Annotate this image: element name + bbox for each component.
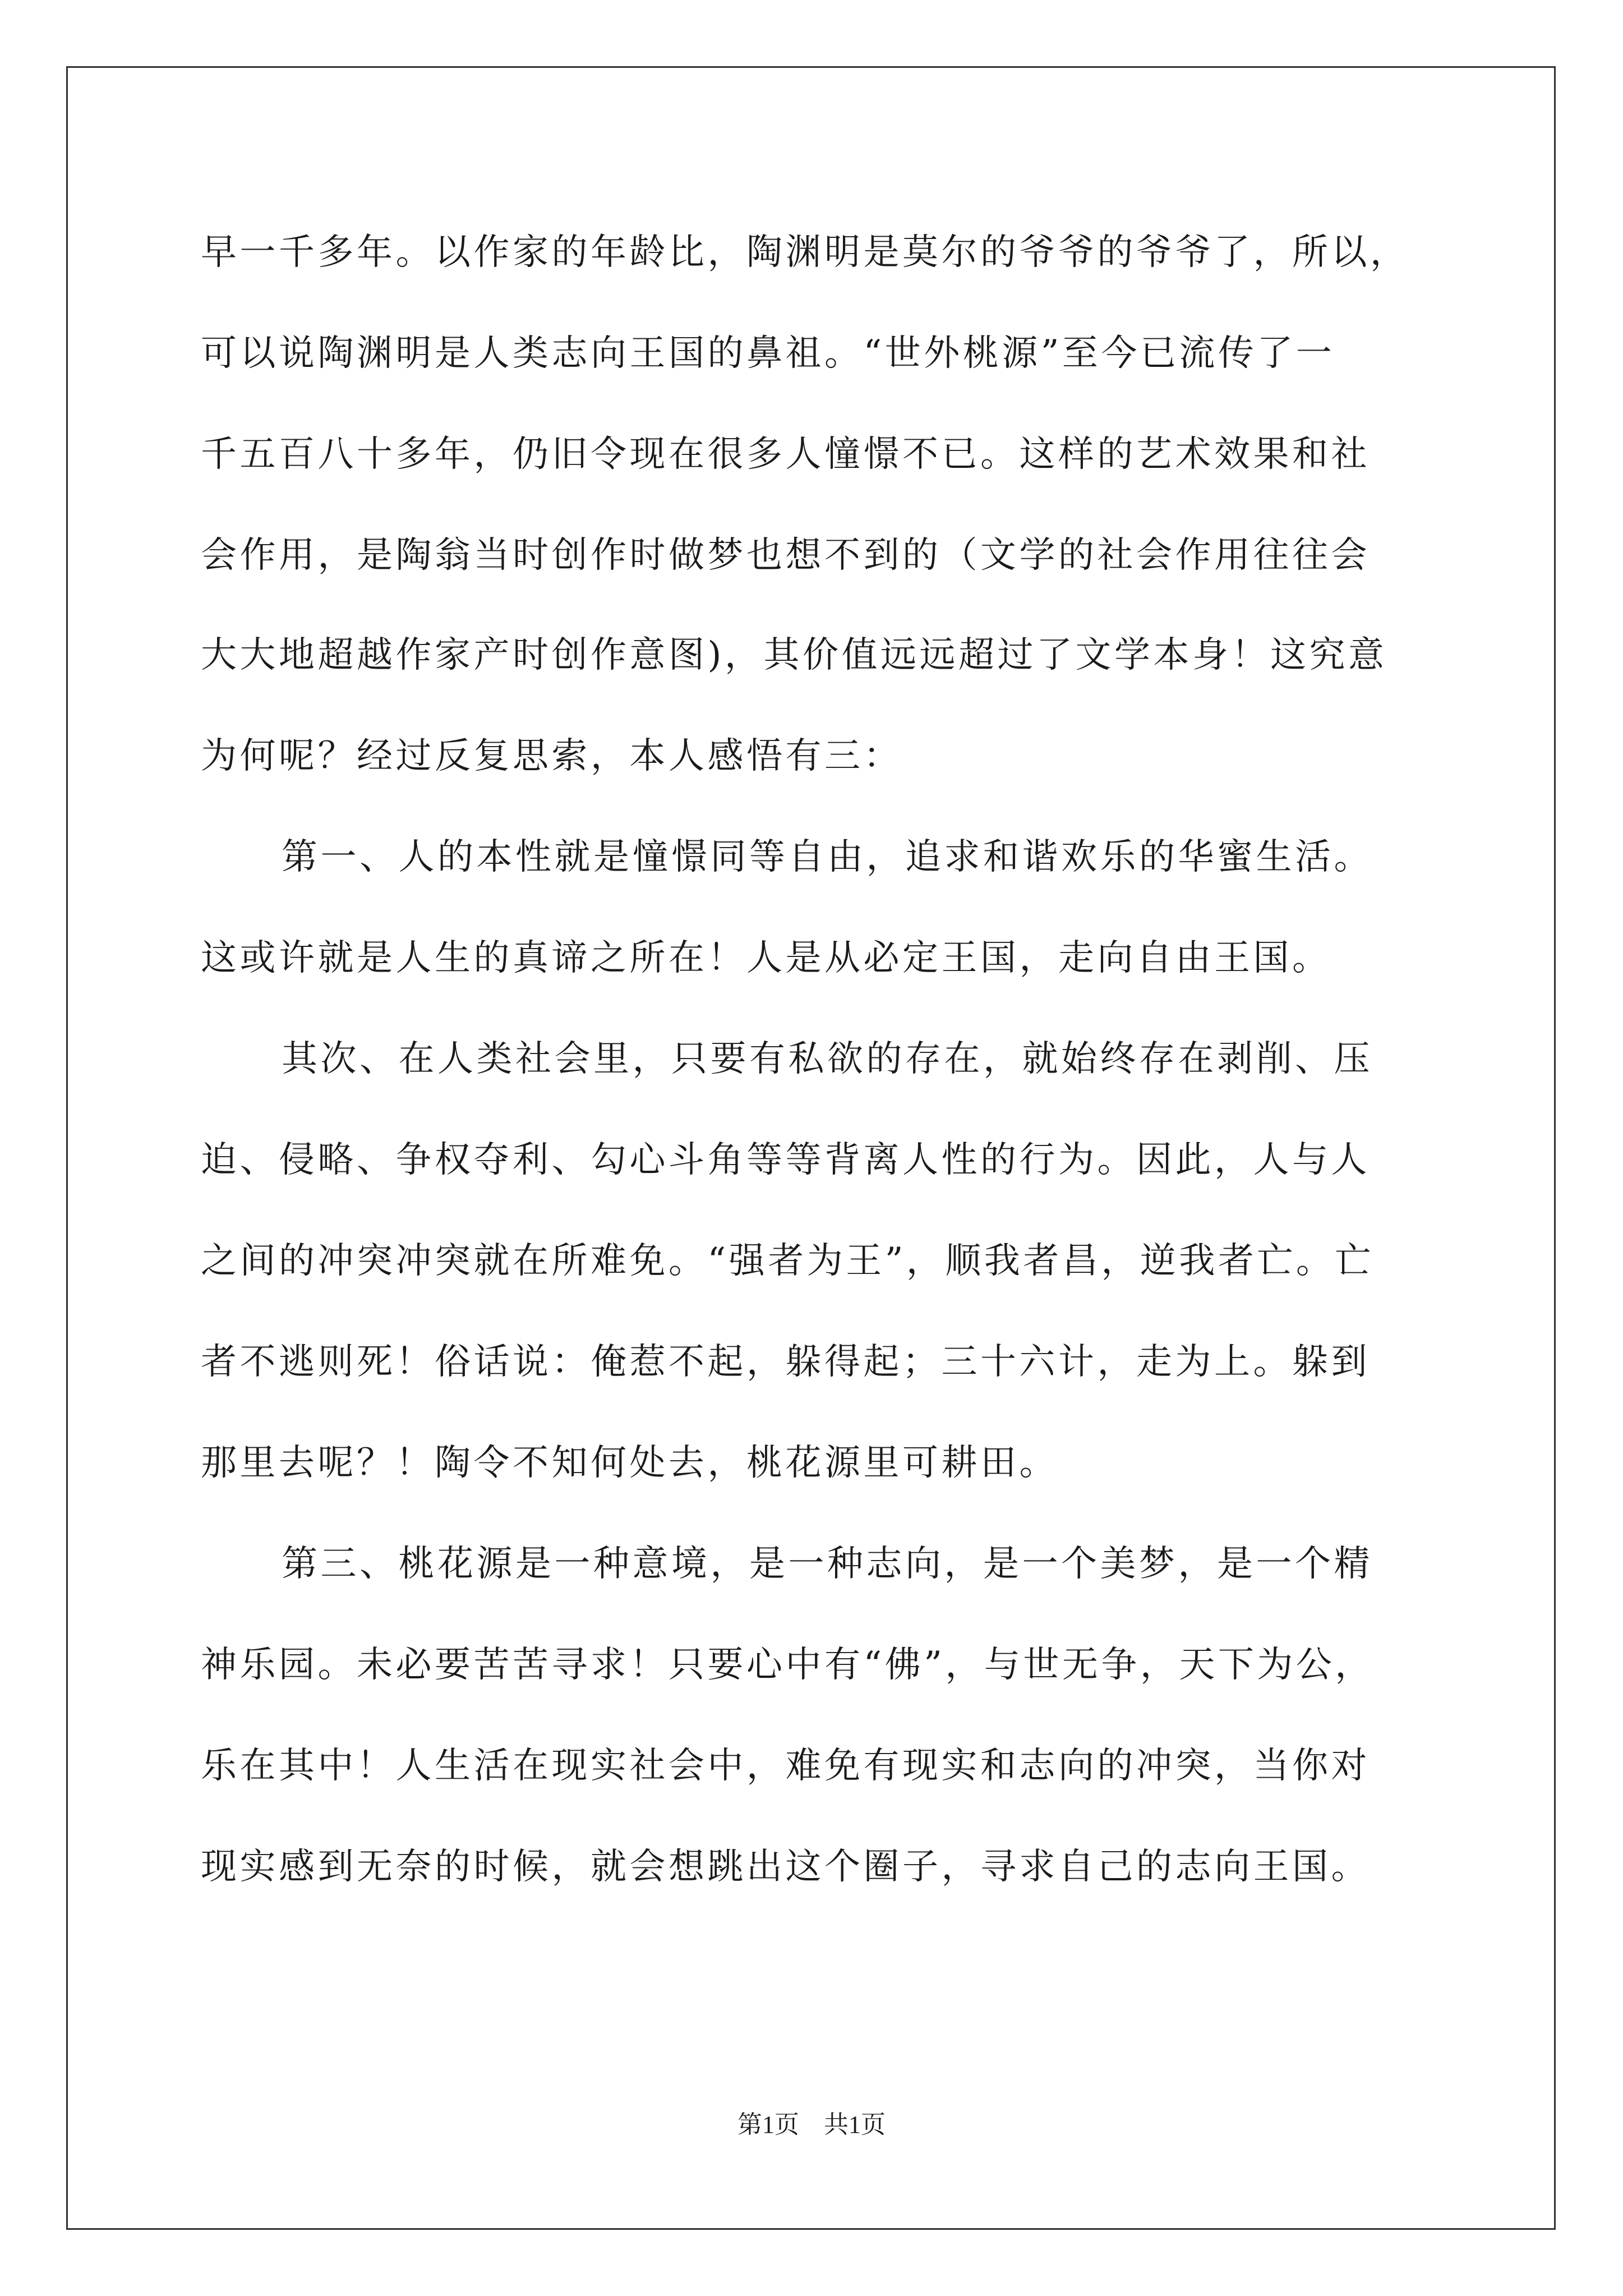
text-line: 现实感到无奈的时候，就会想跳出这个圈子，寻求自己的志向王国。 (201, 1846, 1370, 1888)
text-line: 这或许就是人生的真谛之所在！人是从必定王国，走向自由王国。 (201, 937, 1331, 979)
text-line: 会作用，是陶翁当时创作时做梦也想不到的（文学的社会作用往往会 (201, 535, 1370, 576)
text-line: 者不逃则死！俗话说：俺惹不起，躲得起；三十六计，走为上。躲到 (201, 1341, 1370, 1383)
text-line: 可以说陶渊明是人类志向王国的鼻祖。“世外桃源”至今已流传了一 (201, 333, 1335, 374)
text-line: 之间的冲突冲突就在所难免。“强者为王”，顺我者昌，逆我者亡。亡 (201, 1240, 1374, 1282)
text-line: 为何呢？经过反复思索，本人感悟有三： (201, 735, 902, 777)
text-line: 早一千多年。以作家的年龄比，陶渊明是莫尔的爷爷的爷爷了，所以， (201, 232, 1409, 273)
paragraph-first-line: 其次、在人类社会里，只要有私欲的存在，就始终存在剥削、压 (282, 1038, 1373, 1080)
text-line: 那里去呢？！陶令不知何处去，桃花源里可耕田。 (201, 1442, 1058, 1484)
text-line: 迫、侵略、争权夺利、勾心斗角等等背离人性的行为。因此，人与人 (201, 1139, 1370, 1181)
paragraph-first-line: 第一、人的本性就是憧憬同等自由，追求和谐欢乐的华蜜生活。 (282, 836, 1373, 878)
text-line: 神乐园。未必要苦苦寻求！只要心中有“佛”，与世无争，天下为公， (201, 1644, 1374, 1686)
text-line: 大大地超越作家产时创作意图)，其价值远远超过了文学本身！这究意 (201, 634, 1387, 676)
paragraph-first-line: 第三、桃花源是一种意境，是一种志向，是一个美梦，是一个精 (282, 1543, 1373, 1585)
page-number-footer: 第1页 共1页 (737, 2111, 886, 2138)
text-line: 乐在其中！人生活在现实社会中，难免有现实和志向的冲突，当你对 (201, 1745, 1370, 1787)
text-line: 千五百八十多年，仍旧令现在很多人憧憬不已。这样的艺术效果和社 (201, 434, 1370, 475)
